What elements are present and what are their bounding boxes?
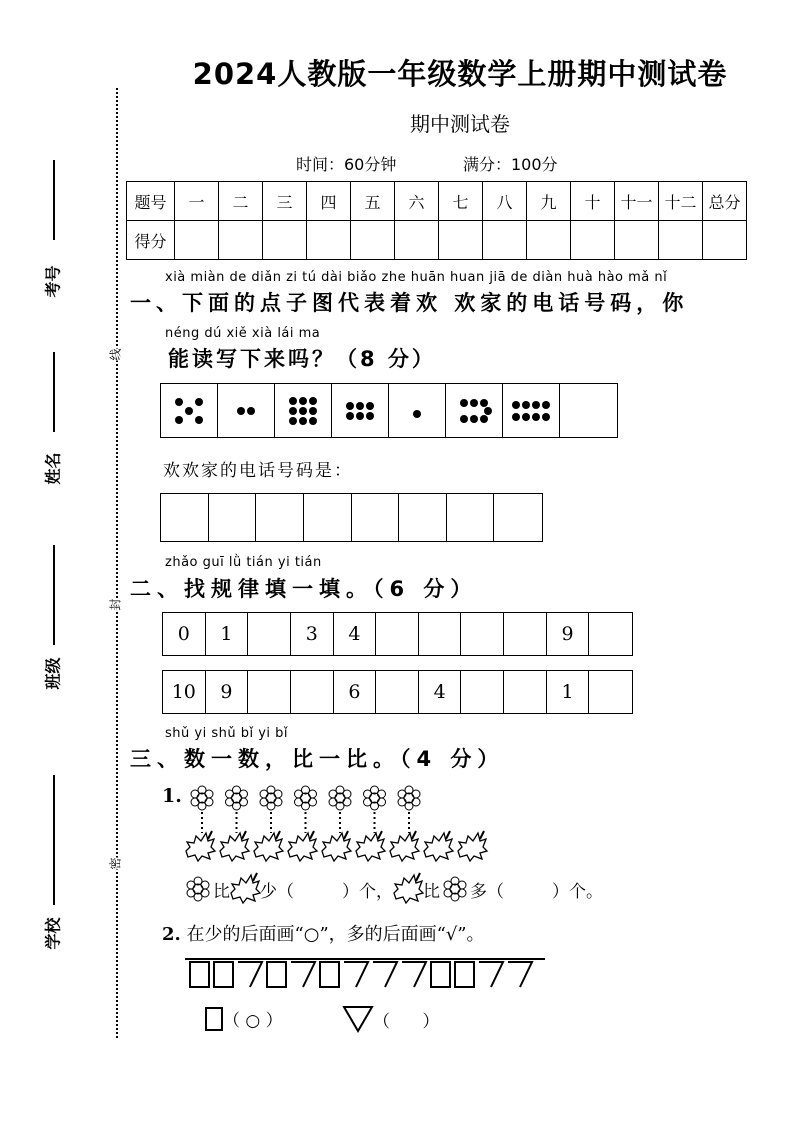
dot bbox=[299, 417, 307, 425]
sequence-cell: 3 bbox=[291, 613, 334, 655]
leaf-icon bbox=[186, 831, 215, 861]
square-shape bbox=[320, 962, 339, 987]
dot-picture-box bbox=[161, 384, 218, 437]
name-label: 姓名 bbox=[43, 452, 63, 485]
dot-answer-box[interactable] bbox=[560, 384, 617, 437]
score-cell[interactable] bbox=[483, 221, 527, 260]
dot bbox=[512, 401, 520, 409]
score-cell[interactable] bbox=[219, 221, 263, 260]
dot-picture-box bbox=[332, 384, 389, 437]
sequence-cell: 4 bbox=[419, 671, 462, 713]
sequence-cell: 4 bbox=[334, 613, 377, 655]
dot bbox=[237, 407, 245, 415]
dot bbox=[289, 417, 297, 425]
dot bbox=[299, 407, 307, 415]
square-answer-value[interactable]: （ ○ ） bbox=[223, 1011, 283, 1031]
question-1-sentence bbox=[183, 876, 603, 902]
full-score: 满分：100分 bbox=[463, 155, 558, 174]
leaf-icon bbox=[390, 831, 419, 861]
shape-baseline bbox=[185, 958, 545, 960]
dot bbox=[470, 399, 478, 407]
dot bbox=[195, 416, 203, 424]
sequence-cell: 1 bbox=[547, 671, 590, 713]
flower-icon bbox=[226, 786, 248, 810]
score-header-cell: 十二 bbox=[659, 182, 703, 221]
dot bbox=[480, 415, 488, 423]
triangle-shape bbox=[402, 962, 426, 987]
section-1-heading: 一、下面的点子图代表着欢 欢家的电话号码，你 bbox=[130, 291, 689, 315]
question-2-text: 在少的后面画“○”，多的后面画“√”。 bbox=[186, 924, 485, 945]
question-2-number: 2. bbox=[162, 924, 181, 945]
leaf-icon bbox=[322, 831, 351, 861]
sequence-cell: 0 bbox=[163, 613, 206, 655]
phone-digit-box[interactable] bbox=[447, 494, 495, 541]
square-icon bbox=[205, 1007, 223, 1031]
phone-digit-box[interactable] bbox=[256, 494, 304, 541]
pinyin: shǔ yi shǔ bǐ yi bǐ bbox=[165, 726, 289, 741]
triangle-shape bbox=[344, 962, 368, 987]
phone-digit-box[interactable] bbox=[161, 494, 209, 541]
pinyin: xià miàn de diǎn zi tú dài biǎo zhe huān huan jiā de diàn huà hào mǎ nǐ bbox=[165, 270, 668, 285]
score-header-cell: 九 bbox=[527, 182, 571, 221]
page-title: 2024人教版一年级数学上册期中测试卷 bbox=[192, 57, 728, 91]
dot bbox=[356, 402, 364, 410]
score-header-cell: 三 bbox=[263, 182, 307, 221]
sequence-row-2 bbox=[162, 670, 633, 714]
dot bbox=[512, 413, 520, 421]
dot bbox=[195, 398, 203, 406]
leaf-icon bbox=[424, 831, 453, 861]
score-header-cell: 四 bbox=[307, 182, 351, 221]
fold-line bbox=[116, 88, 118, 1038]
name-field[interactable] bbox=[53, 352, 55, 432]
dot bbox=[346, 412, 354, 420]
sequence-blank[interactable] bbox=[589, 613, 632, 655]
dots bbox=[335, 386, 385, 436]
score-row-label: 得分 bbox=[127, 221, 175, 260]
sequence-blank[interactable] bbox=[248, 671, 291, 713]
dots bbox=[278, 386, 328, 436]
text: 少（ bbox=[260, 881, 294, 902]
dot-picture-box bbox=[218, 384, 275, 437]
fold-label: 密 bbox=[108, 857, 123, 870]
leaf-icon bbox=[220, 831, 249, 861]
dot bbox=[346, 402, 354, 410]
score-header-cell: 五 bbox=[351, 182, 395, 221]
phone-digit-box[interactable] bbox=[209, 494, 257, 541]
square-shape bbox=[190, 962, 209, 987]
dot-pictures bbox=[160, 383, 618, 438]
sequence-blank[interactable] bbox=[419, 613, 462, 655]
dot bbox=[522, 413, 530, 421]
dots bbox=[392, 386, 442, 436]
flower-icon bbox=[295, 786, 317, 810]
triangle-shape bbox=[238, 962, 262, 987]
score-header-row bbox=[127, 182, 747, 221]
dot bbox=[309, 397, 317, 405]
text: 多（ bbox=[470, 881, 504, 902]
score-cell[interactable] bbox=[659, 221, 703, 260]
square-shape bbox=[431, 962, 450, 987]
triangle-icon bbox=[343, 1006, 373, 1032]
dot bbox=[470, 415, 478, 423]
score-cell[interactable] bbox=[263, 221, 307, 260]
text: 比 bbox=[423, 881, 440, 902]
score-header-cell: 二 bbox=[219, 182, 263, 221]
text: ）个， bbox=[342, 881, 393, 902]
sequence-blank[interactable] bbox=[376, 613, 419, 655]
score-cell[interactable] bbox=[395, 221, 439, 260]
triangle-answer-value[interactable]: （ ） bbox=[373, 1011, 440, 1032]
dot bbox=[542, 401, 550, 409]
fold-label: 线 bbox=[108, 348, 123, 361]
score-header-cell: 七 bbox=[439, 182, 483, 221]
sequence-blank[interactable] bbox=[461, 613, 504, 655]
score-header-cell: 六 bbox=[395, 182, 439, 221]
sequence-cell: 9 bbox=[547, 613, 590, 655]
dots bbox=[221, 386, 271, 436]
score-header-cell: 八 bbox=[483, 182, 527, 221]
exam-number-label: 考号 bbox=[43, 265, 63, 298]
square-shape bbox=[214, 962, 233, 987]
class-field[interactable] bbox=[53, 545, 55, 645]
triangle-shape bbox=[508, 962, 532, 987]
square-shape bbox=[455, 962, 474, 987]
dot-picture-box bbox=[389, 384, 446, 437]
school-label: 学校 bbox=[43, 917, 63, 950]
dot-picture-box bbox=[446, 384, 503, 437]
fold-label: 封 bbox=[108, 598, 123, 611]
phone-answer-boxes bbox=[160, 493, 543, 542]
dot bbox=[309, 407, 317, 415]
answer-label: 欢欢家的电话号码是： bbox=[163, 461, 353, 481]
text: 比 bbox=[213, 881, 230, 902]
dot bbox=[289, 407, 297, 415]
flower-icon bbox=[398, 786, 420, 810]
dot bbox=[460, 399, 468, 407]
leaf-icon bbox=[254, 831, 283, 861]
dot bbox=[175, 398, 183, 406]
dot bbox=[185, 407, 193, 415]
score-cell[interactable] bbox=[571, 221, 615, 260]
score-cell[interactable] bbox=[703, 221, 747, 260]
phone-digit-box[interactable] bbox=[399, 494, 447, 541]
score-cell[interactable] bbox=[615, 221, 659, 260]
dot bbox=[484, 407, 492, 415]
flower-icon bbox=[440, 876, 470, 902]
flower-leaf-comparison bbox=[180, 785, 500, 865]
flower-icon bbox=[183, 876, 213, 902]
dot bbox=[532, 401, 540, 409]
flower-icon bbox=[260, 786, 282, 810]
section-1-heading-cont: 能读写下来吗？（8 分） bbox=[168, 347, 436, 371]
square-shape bbox=[267, 962, 286, 987]
dot bbox=[460, 415, 468, 423]
phone-digit-box[interactable] bbox=[494, 494, 542, 541]
score-header-cell: 一 bbox=[175, 182, 219, 221]
sequence-blank[interactable] bbox=[461, 671, 504, 713]
leaf-icon bbox=[230, 876, 260, 902]
flower-icon bbox=[364, 786, 386, 810]
question-2 bbox=[162, 920, 485, 946]
time-limit: 时间：60分钟 bbox=[296, 155, 397, 174]
dots bbox=[506, 386, 556, 436]
sequence-cell: 9 bbox=[206, 671, 249, 713]
score-header-label: 题号 bbox=[127, 182, 175, 221]
sequence-blank[interactable] bbox=[504, 671, 547, 713]
triangle-answer bbox=[343, 1006, 439, 1032]
dots bbox=[164, 386, 214, 436]
score-header-cell: 十 bbox=[571, 182, 615, 221]
score-row bbox=[127, 221, 747, 260]
dot bbox=[366, 402, 374, 410]
square-answer bbox=[205, 1006, 283, 1031]
question-1-number: 1. bbox=[162, 785, 182, 807]
leaf-icon bbox=[288, 831, 317, 861]
flower-icon bbox=[329, 786, 351, 810]
score-cell[interactable] bbox=[527, 221, 571, 260]
sequence-blank[interactable] bbox=[248, 613, 291, 655]
sequence-cell: 6 bbox=[334, 671, 377, 713]
triangle-shape bbox=[291, 962, 315, 987]
score-table bbox=[126, 181, 747, 260]
dot-picture-box bbox=[503, 384, 560, 437]
triangle-shape bbox=[479, 962, 503, 987]
dots bbox=[564, 386, 614, 436]
score-header-cell: 总分 bbox=[703, 182, 747, 221]
dot bbox=[289, 397, 297, 405]
sequence-cell: 1 bbox=[206, 613, 249, 655]
dot bbox=[299, 397, 307, 405]
sequence-blank[interactable] bbox=[589, 671, 632, 713]
section-3-heading: 三、数一数，比一比。（4 分） bbox=[130, 747, 505, 771]
dot bbox=[413, 410, 421, 418]
dot bbox=[356, 412, 364, 420]
dot bbox=[542, 413, 550, 421]
score-cell[interactable] bbox=[307, 221, 351, 260]
dot bbox=[175, 416, 183, 424]
triangle-shape bbox=[373, 962, 397, 987]
score-header-cell: 十一 bbox=[615, 182, 659, 221]
flower-icon bbox=[191, 786, 213, 810]
sequence-blank[interactable] bbox=[504, 613, 547, 655]
shape-row bbox=[190, 962, 550, 992]
score-cell[interactable] bbox=[175, 221, 219, 260]
score-cell[interactable] bbox=[351, 221, 395, 260]
dot bbox=[247, 407, 255, 415]
leaf-icon bbox=[393, 876, 423, 902]
sequence-row-1 bbox=[162, 612, 633, 656]
dot bbox=[480, 399, 488, 407]
dot bbox=[532, 413, 540, 421]
subtitle: 期中测试卷 bbox=[410, 112, 510, 136]
sequence-blank[interactable] bbox=[376, 671, 419, 713]
dot bbox=[309, 417, 317, 425]
score-cell[interactable] bbox=[439, 221, 483, 260]
section-2-heading: 二、找规律填一填。（6 分） bbox=[130, 577, 478, 601]
phone-digit-box[interactable] bbox=[352, 494, 400, 541]
phone-digit-box[interactable] bbox=[304, 494, 352, 541]
leaf-icon bbox=[458, 831, 487, 861]
school-field[interactable] bbox=[53, 775, 55, 905]
dot bbox=[366, 412, 374, 420]
exam-number-field[interactable] bbox=[53, 160, 55, 240]
class-label: 班级 bbox=[43, 657, 63, 690]
sequence-cell: 10 bbox=[163, 671, 206, 713]
dot bbox=[522, 401, 530, 409]
leaf-icon bbox=[356, 831, 385, 861]
pinyin: zhǎo guī lǜ tián yi tián bbox=[165, 555, 322, 570]
pinyin: néng dú xiě xià lái ma bbox=[165, 326, 321, 341]
sequence-blank[interactable] bbox=[291, 671, 334, 713]
dot-picture-box bbox=[275, 384, 332, 437]
text: ）个。 bbox=[552, 881, 603, 902]
dots bbox=[449, 386, 499, 436]
